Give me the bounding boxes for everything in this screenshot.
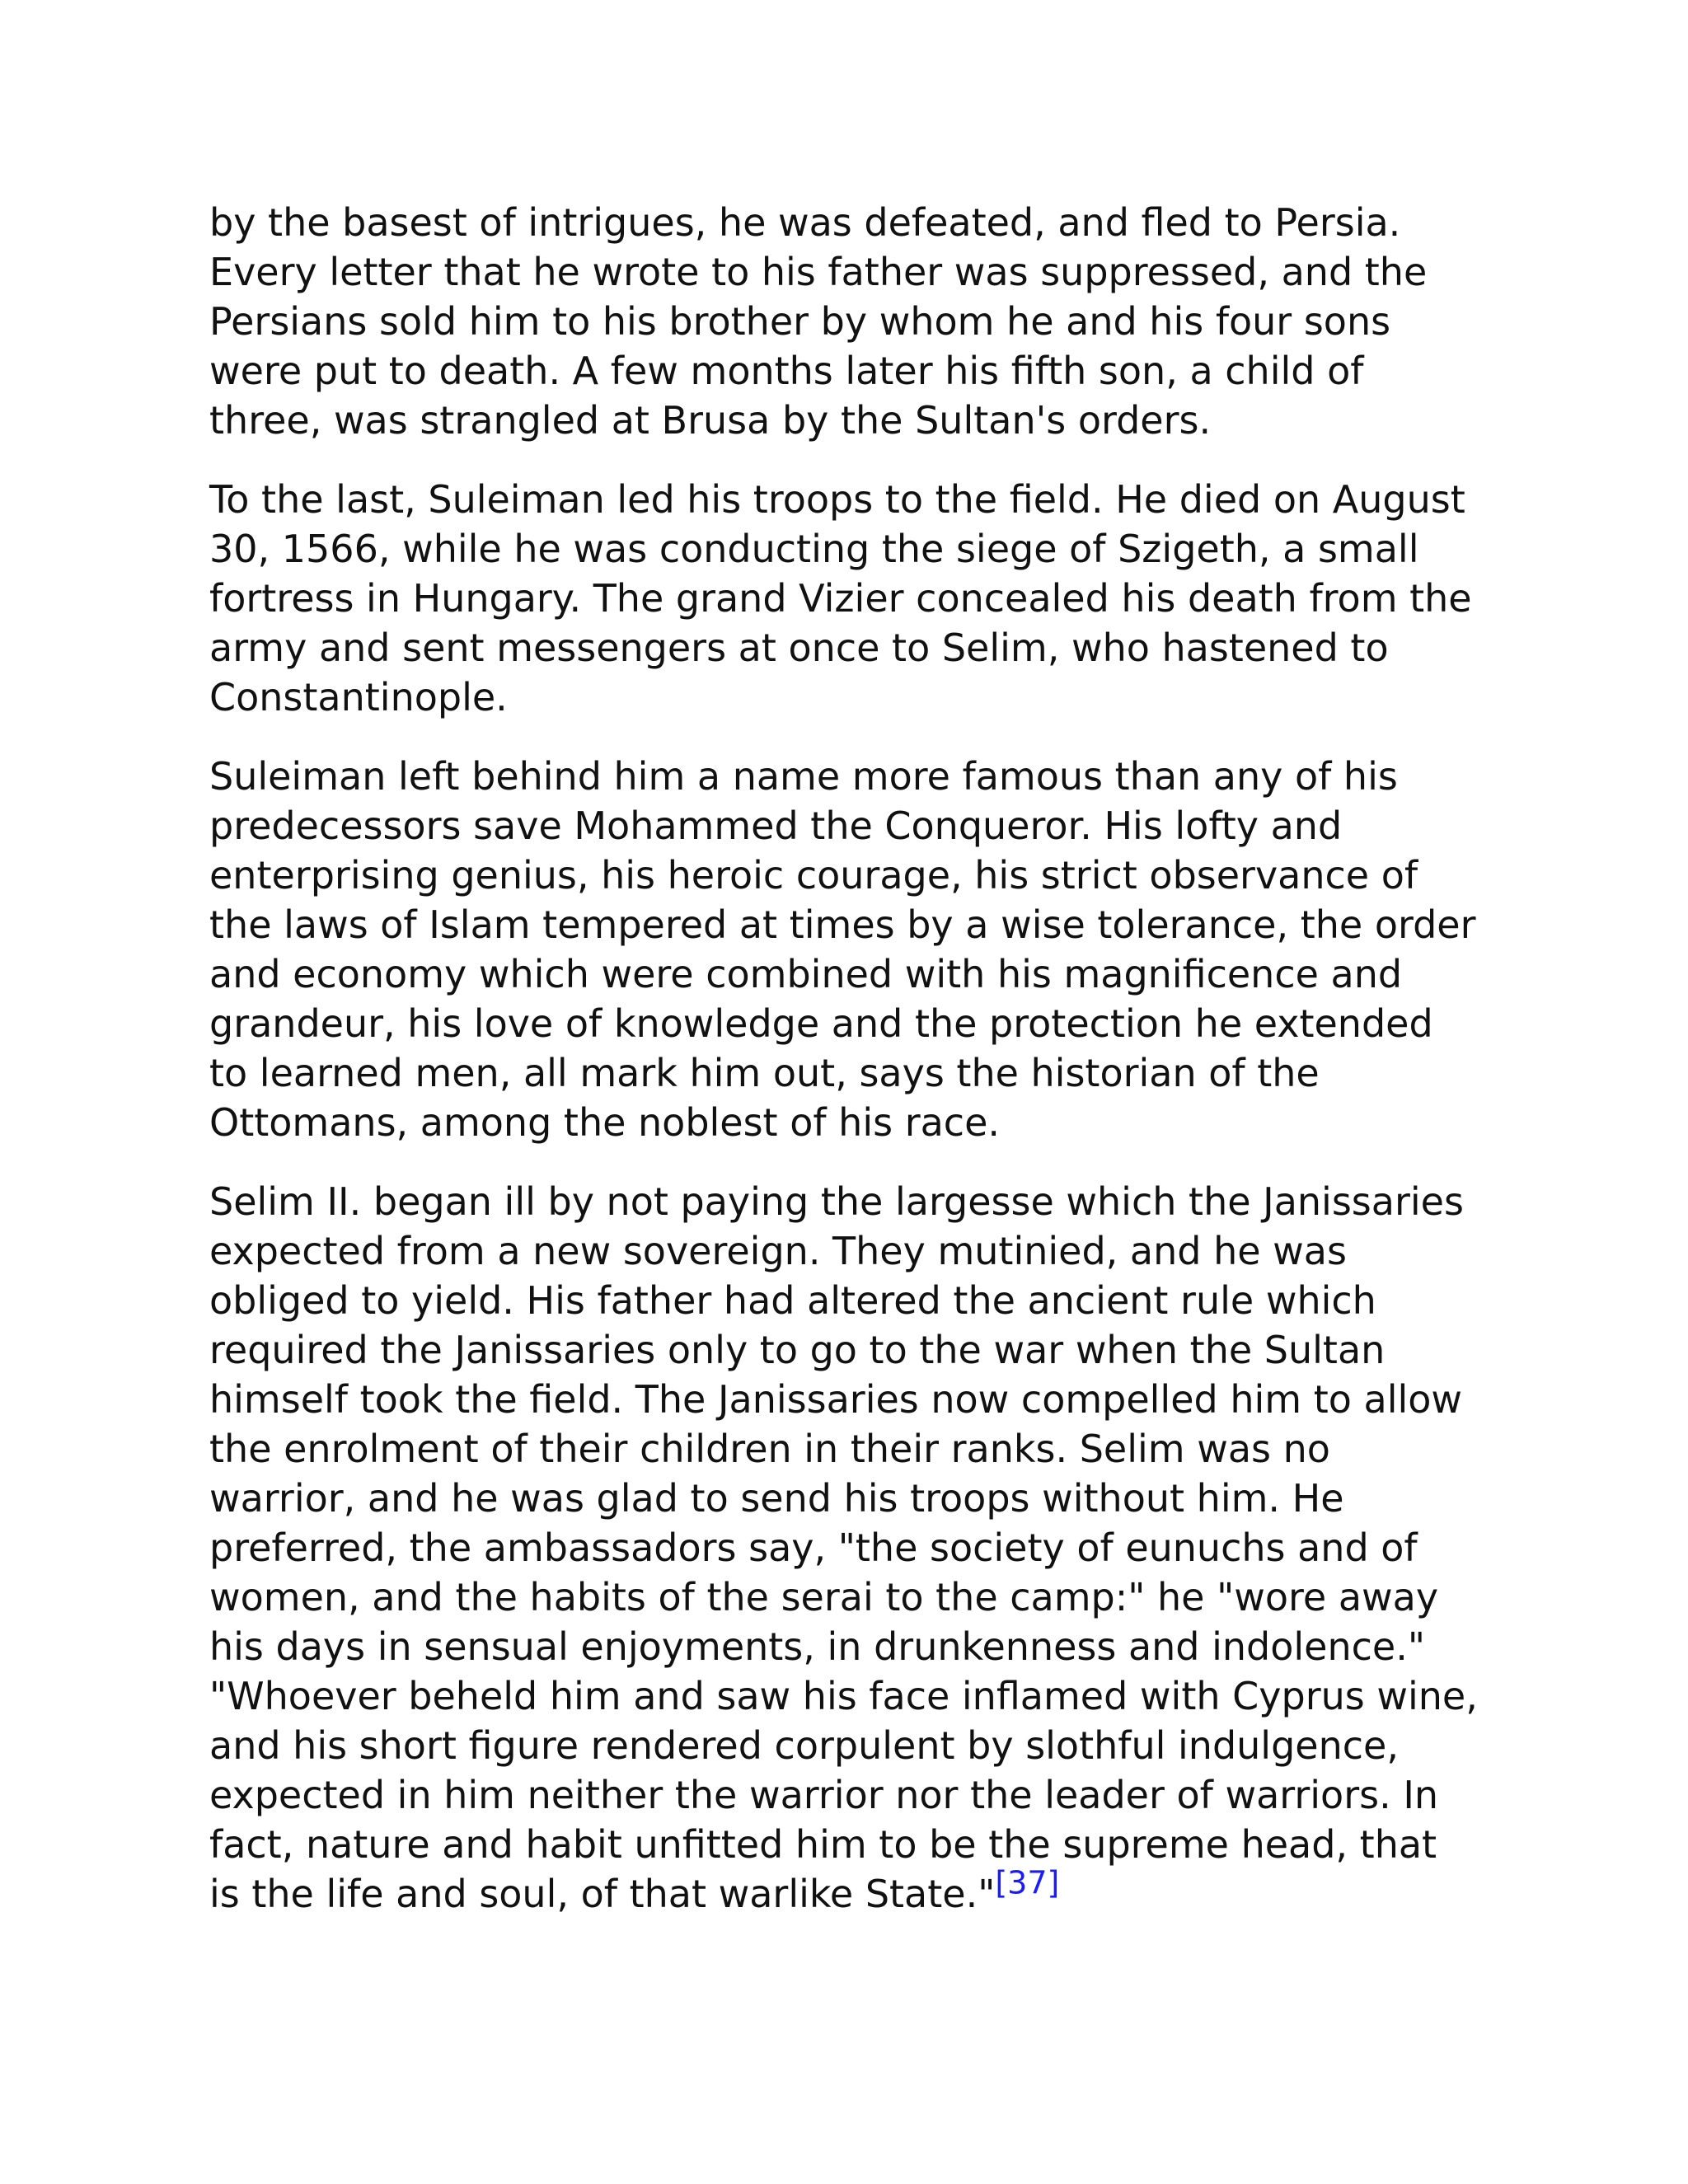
paragraph-4-text: Selim II. began ill by not paying the largesse which the Janissaries expected from a new sovereign. They mutinied, and he was obliged to yield. His father had altered the ancient rule which required the Janissaries only to go to the war when the Sultan himself took the field. The Janissaries now compelled him to allow the enrolment of their children in their ranks. Selim was no warrior, and he was glad to send his troops without him. He preferred, the ambassadors say, "the society of eunuchs and of women, and the habits of the serai to the camp:" he "wore away his days in sensual enjoyments, in drunkenness and indolence." "Whoever beheld him and saw his face inflamed with Cyprus wine, and his short figure rendered corpulent by slothful indulgence, expected in him neither the warrior nor the leader of warriors. In fact, nature and habit unfitted him to be the supreme head, that is the life and soul, of that warlike State." <box>209 1179 1478 1916</box>
paragraph-2: To the last, Suleiman led his troops to the field. He died on August 30, 1566, while he was conducting the siege of Szigeth, a small fortress in Hungary. The grand Vizier concealed his death from the army and sent messengers at once to Selim, who hastened to Constantinople. <box>209 477 1472 719</box>
page-content <box>209 198 1479 1948</box>
paragraph-1: by the basest of intrigues, he was defeated, and fled to Persia. Every letter that he wrote to his father was suppressed, and the Persians sold him to his brother by whom he and his four sons were put to death. A few months later his fifth son, a child of three, was strangled at Brusa by the Sultan's orders. <box>209 200 1428 443</box>
footnote-link[interactable]: [37] <box>995 1864 1060 1901</box>
paragraph-3: Suleiman left behind him a name more famous than any of his predecessors save Mohammed the Conqueror. His lofty and enterprising genius, his heroic courage, his strict observance of the laws of Islam tempered at times by a wise tolerance, the order and economy which were combined with his magnificence and grandeur, his love of knowledge and the protection he extended to learned men, all mark him out, says the historian of the Ottomans, among the noblest of his race. <box>209 754 1476 1145</box>
paragraph-4 <box>209 1177 1479 1919</box>
